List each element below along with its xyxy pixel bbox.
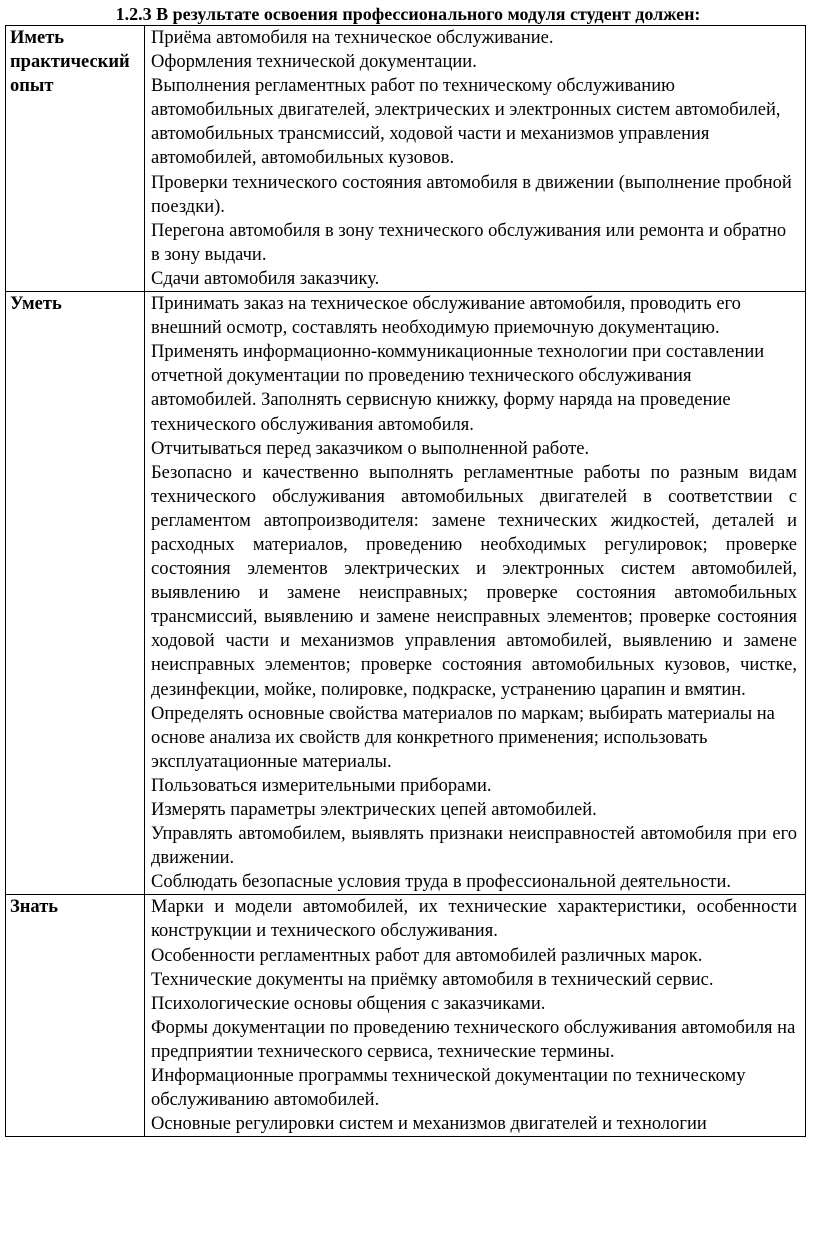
list-item: Выполнения регламентных работ по техническому обслуживанию автомобильных двигателей, электрических и электронных систем автомобилей, автомобильных трансмиссий, ходовой части и механизмов управления автомобилей, автомобильных кузовов. xyxy=(151,76,781,169)
row-content-experience xyxy=(145,26,806,292)
row-content-knowledge xyxy=(145,895,806,1137)
list-item: Марки и модели автомобилей, их технические характеристики, особенности конструкции и технического обслуживания. xyxy=(151,897,797,942)
list-item: Психологические основы общения с заказчиками. xyxy=(151,993,546,1014)
list-item: Принимать заказ на техническое обслуживание автомобиля, проводить его внешний осмотр, составлять необходимую приемочную документацию. xyxy=(151,294,741,339)
row-label-knowledge: Знать xyxy=(6,895,145,1137)
section-heading: 1.2.3 В результате освоения профессионального модуля студент должен: xyxy=(115,4,701,24)
list-item: Особенности регламентных работ для автомобилей различных марок. xyxy=(151,945,703,966)
list-item: Отчитываться перед заказчиком о выполненной работе. xyxy=(151,438,590,459)
list-item: Информационные программы технической документации по техническому обслуживанию автомобилей. xyxy=(151,1066,746,1111)
list-item: Приёма автомобиля на техническое обслуживание. xyxy=(151,28,554,48)
list-item: Соблюдать безопасные условия труда в профессиональной деятельности. xyxy=(151,872,731,893)
list-item: Применять информационно-коммуникационные технологии при составлении отчетной документации по проведению технического обслуживания автомобилей. Заполнять сервисную книжку, форму наряда на проведение технического обслуживания автомобиля. xyxy=(151,342,765,435)
list-item: Оформления технической документации. xyxy=(151,52,477,73)
list-item: Безопасно и качественно выполнять регламентные работы по разным видам технического обслуживания автомобильных двигателей в соответствии с регламентом автопроизводителя: замене технических жидкостей, деталей и расходных материалов, проведению необходимых регулировок; проверке состояния элементов электрических и электронных систем автомобилей, выявлению и замене неисправных; проверке состояния автомобильных трансмиссий, выявлению и замене неисправных элементов; проверке состояния ходовой части и механизмов управления автомобилей, выявлению и замене неисправных элементов; проверке состояния автомобильных кузовов, чистке, дезинфекции, мойке, полировке, подкраске, устранению царапин и вмятин. xyxy=(151,462,797,700)
list-item: Формы документации по проведению технического обслуживания автомобиля на предприятии технического сервиса, технические термины. xyxy=(151,1017,796,1062)
table-row-experience xyxy=(6,26,806,292)
list-item: Основные регулировки систем и механизмов двигателей и технологии xyxy=(151,1114,707,1135)
row-content-skills xyxy=(145,292,806,895)
row-label-experience: Иметь практический опыт xyxy=(6,26,145,292)
list-item: Управлять автомобилем, выявлять признаки неисправностей автомобиля при его движении. xyxy=(151,824,797,869)
list-item: Проверки технического состояния автомобиля в движении (выполнение пробной поездки). xyxy=(151,172,792,217)
list-item: Определять основные свойства материалов по маркам; выбирать материалы на основе анализа их свойств для конкретного применения; использовать эксплуатационные материалы. xyxy=(151,703,775,772)
competency-table xyxy=(5,25,806,1137)
table-row-skills xyxy=(6,292,806,895)
row-label-skills: Уметь xyxy=(6,292,145,895)
list-item: Измерять параметры электрических цепей автомобилей. xyxy=(151,800,597,820)
list-item: Технические документы на приёмку автомобиля в технический сервис. xyxy=(151,969,714,990)
list-item: Пользоваться измерительными приборами. xyxy=(151,775,492,796)
table-row-knowledge xyxy=(6,895,806,1137)
list-item: Сдачи автомобиля заказчику. xyxy=(151,268,380,289)
list-item: Перегона автомобиля в зону технического обслуживания или ремонта и обратно в зону выдачи. xyxy=(151,220,787,265)
